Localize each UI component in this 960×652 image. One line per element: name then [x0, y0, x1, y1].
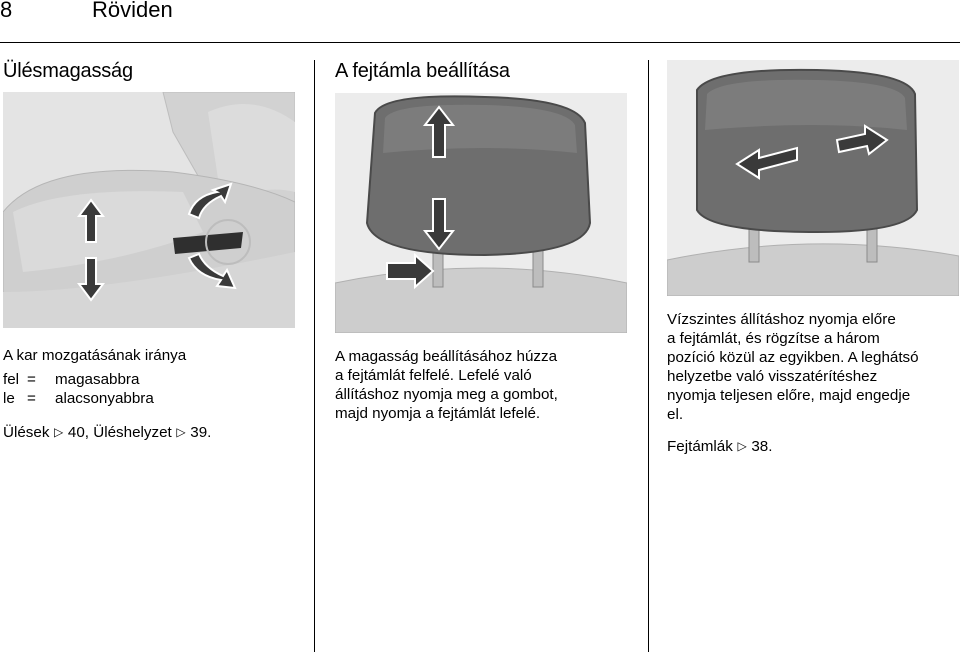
- column-divider-1: [314, 60, 315, 652]
- text-line: a fejtámlát, és rögzítse a három: [667, 330, 880, 347]
- xref-arrow-icon: ▷: [54, 425, 64, 439]
- text-line: a fejtámlát felfelé. Lefelé való: [335, 367, 532, 384]
- xref-page-seat-position[interactable]: 39.: [190, 424, 212, 441]
- definition-row: [3, 389, 154, 408]
- definition-value: magasabbra: [55, 371, 140, 388]
- text-line: pozíció közül az egyikben. A leghátsó: [667, 349, 919, 366]
- cross-references: [3, 423, 211, 443]
- headrest-height-text: [335, 347, 558, 423]
- definition-value: alacsonyabbra: [55, 390, 154, 407]
- xref-arrow-icon: ▷: [737, 439, 747, 453]
- page-title: Röviden: [92, 0, 173, 22]
- headrest-height-illustration: [335, 93, 627, 333]
- cross-reference-headrests: [667, 437, 772, 457]
- headrest-horizontal-text: [667, 310, 919, 424]
- page-number: 8: [0, 0, 13, 22]
- text-line: helyzetbe való visszatérítéshez: [667, 368, 878, 385]
- definition-term: fel: [3, 371, 20, 388]
- text-line: A magasság beállításához húzza: [335, 348, 558, 365]
- xref-label-seats: Ülések: [3, 424, 50, 441]
- xref-page-seats[interactable]: 40,: [67, 424, 90, 441]
- definition-term: le: [3, 390, 15, 407]
- xref-arrow-icon: ▷: [176, 425, 186, 439]
- definition-row: [3, 370, 154, 389]
- section-heading-seat-height: Ülésmagasság: [3, 60, 133, 82]
- text-line: majd nyomja a fejtámlát lefelé.: [335, 405, 541, 422]
- definition-equals: =: [27, 390, 36, 407]
- column-divider-2: [648, 60, 649, 652]
- definition-equals: =: [27, 371, 36, 388]
- caption-title: A kar mozgatásának iránya: [3, 347, 187, 364]
- section-heading-headrest: A fejtámla beállítása: [335, 60, 510, 82]
- text-line: nyomja teljesen előre, majd engedje: [667, 387, 911, 404]
- headrest-horizontal-illustration: [667, 60, 959, 296]
- definition-list: [3, 370, 154, 408]
- text-line: állításhoz nyomja meg a gombot,: [335, 386, 558, 403]
- xref-page-headrests[interactable]: 38.: [751, 438, 773, 455]
- xref-label-seat-position: Üléshelyzet: [93, 424, 172, 441]
- seat-height-illustration: [3, 92, 295, 328]
- text-line: el.: [667, 406, 684, 423]
- text-line: Vízszintes állításhoz nyomja előre: [667, 311, 896, 328]
- header-divider: [0, 42, 960, 43]
- xref-label-headrests: Fejtámlák: [667, 438, 733, 455]
